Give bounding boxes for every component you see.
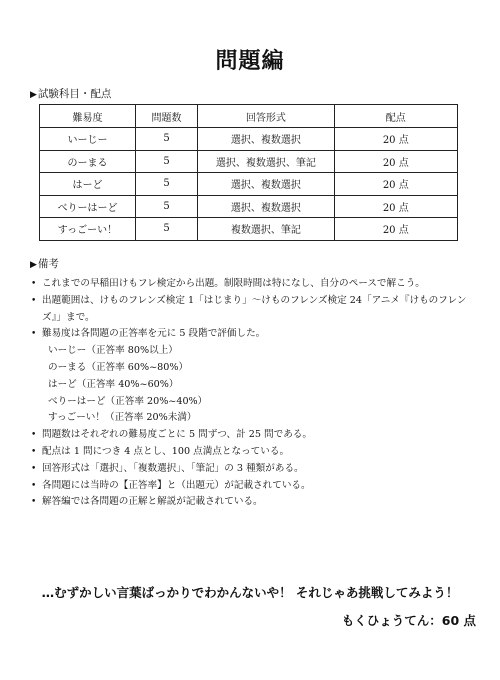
quote-line: …むずかしい言葉ばっかりでわかんないや！ それじゃあ挑戦してみよう！ [41,585,459,600]
difficulty-definition [30,410,470,427]
table-cell: 20 点 [334,173,457,196]
note-text: ズ』」まで。 [42,311,95,323]
table-cell: 20 点 [334,218,457,241]
page-title: 問題編 [215,49,285,74]
table-cell: 選択、複数選択、筆記 [198,150,334,173]
column-header-points: 配点 [334,105,457,128]
note-text: 解答編では各問題の正解と解説が記載されている。 [42,496,263,508]
note-text: 各問題には当時の【正答率】と（出題元）が記載されている。 [42,479,311,491]
table-cell: 5 [135,128,197,151]
note-text: 難易度は各問題の正答率を元に 5 段階で評価した。 [42,328,266,340]
bullet-icon: • [31,329,37,340]
bullet-icon: • [31,279,37,289]
table-cell: 20 点 [334,128,457,151]
bullet-icon: • [31,446,37,457]
table-cell: いーじー [40,128,136,151]
note-text: 配点は 1 問につき 4 点とし、100 点満点となっている。 [42,445,290,457]
table-cell: べりーはーど [40,195,136,218]
list-item [30,478,470,495]
column-header-difficulty: 難易度 [40,105,136,128]
table-row [40,173,458,196]
list-item [30,494,470,511]
difficulty-definition-text: べりーはーど（正答率 20%~40%） [48,395,208,407]
difficulty-definition [30,394,470,411]
difficulty-definition [30,343,470,360]
difficulty-definition [30,377,470,394]
table-row [40,218,458,241]
table-cell: 5 [135,195,197,218]
section-heading-notes [30,256,59,271]
note-text: これまでの早稲田けもフレ検定から出題。制限時間は特になし、自分のペースで解こう。 [42,278,425,289]
triangle-marker-icon: ▶ [30,90,37,100]
difficulty-definition [30,360,470,377]
notes-list [30,276,470,511]
column-header-format: 回答形式 [198,105,334,128]
list-item [30,444,470,461]
table-cell: のーまる [40,150,136,173]
table-row [40,128,458,151]
table-cell: 選択、複数選択 [198,195,334,218]
list-item [30,293,470,310]
table-row [40,195,458,218]
table-cell: 5 [135,218,197,241]
target-score: もくひょうてん：60 点 [341,613,476,628]
table-cell: 20 点 [334,195,457,218]
table-cell: 選択、複数選択 [198,128,334,151]
table-row [40,150,458,173]
bullet-icon: • [31,480,37,491]
table-cell: 20 点 [334,150,457,173]
triangle-marker-icon: ▶ [30,260,37,270]
section-heading-subjects [30,86,111,101]
table-cell: 5 [135,150,197,173]
table-cell: すっごーい！ [40,218,136,241]
score-table [39,104,458,241]
list-item [30,276,470,293]
table-cell: 選択、複数選択 [198,173,334,196]
table-cell: 複数選択、筆記 [198,218,334,241]
list-item-continuation [30,310,470,327]
section-heading-label: 備考 [37,258,59,270]
list-item [30,427,470,444]
table-cell: 5 [135,173,197,196]
list-item [30,461,470,478]
note-text: 問題数はそれぞれの難易度ごとに 5 問ずつ、計 25 問である。 [42,429,312,441]
section-heading-label: 試験科目・配点 [37,88,112,100]
list-item [30,326,470,343]
table-cell: はーど [40,173,136,196]
difficulty-definition-text: いーじー（正答率 80%以上） [48,345,178,357]
difficulty-definition-text: のーまる（正答率 60%~80%） [48,361,189,373]
bullet-icon: • [31,497,37,508]
table-header-row [40,105,458,128]
bullet-icon: • [31,430,37,441]
column-header-count: 問題数 [135,105,197,128]
difficulty-definition-text: すっごーい！（正答率 20%未満） [48,412,197,424]
bullet-icon: • [31,295,37,306]
note-text: 回答形式は「選択」、「複数選択」、「筆記」の 3 種類がある。 [42,462,304,474]
bullet-icon: • [31,463,37,474]
note-text: 出題範囲は、けものフレンズ検定 1「はじまり」～けものフレンズ検定 24「アニメ『けものフレン [42,294,467,306]
difficulty-definition-text: はーど（正答率 40%~60%） [48,378,179,390]
